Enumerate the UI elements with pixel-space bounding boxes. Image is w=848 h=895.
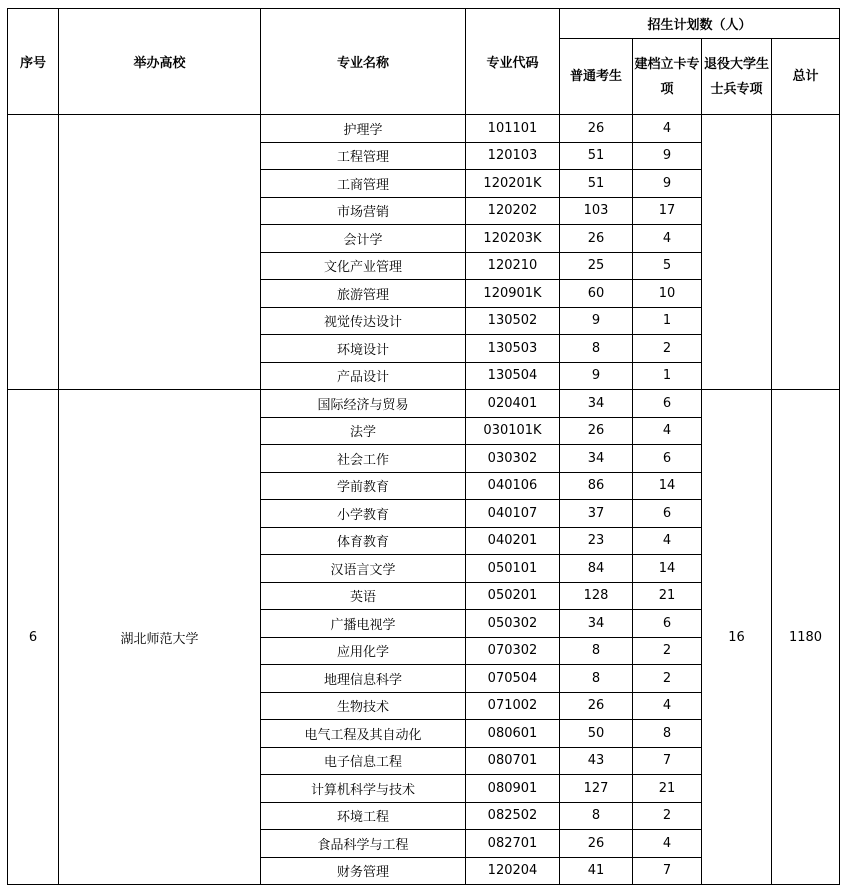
major-name-cell: 工程管理 [261,142,466,170]
regular-count-cell: 26 [560,417,633,445]
filed-card-count-cell: 5 [633,252,702,280]
filed-card-count-cell: 6 [633,445,702,473]
regular-count-cell: 43 [560,747,633,775]
major-code-cell: 120204 [466,857,560,885]
major-name-cell: 电气工程及其自动化 [261,720,466,748]
major-code-cell: 130503 [466,335,560,363]
major-code-cell: 120103 [466,142,560,170]
regular-count-cell: 34 [560,610,633,638]
major-code-cell: 120901K [466,280,560,308]
header-veteran: 退役大学生士兵专项 [702,39,772,115]
major-code-cell: 040201 [466,527,560,555]
major-name-cell: 食品科学与工程 [261,830,466,858]
major-code-cell: 082502 [466,802,560,830]
header-filed-card: 建档立卡专项 [633,39,702,115]
major-name-cell: 产品设计 [261,362,466,390]
filed-card-count-cell: 9 [633,170,702,198]
major-code-cell: 050101 [466,555,560,583]
major-name-cell: 应用化学 [261,637,466,665]
filed-card-count-cell: 21 [633,582,702,610]
regular-count-cell: 23 [560,527,633,555]
major-code-cell: 120203K [466,225,560,253]
major-name-cell: 学前教育 [261,472,466,500]
major-code-cell: 030101K [466,417,560,445]
regular-count-cell: 26 [560,830,633,858]
regular-count-cell: 34 [560,390,633,418]
table-body [8,115,840,885]
major-name-cell: 护理学 [261,115,466,143]
filed-card-count-cell: 4 [633,527,702,555]
regular-count-cell: 50 [560,720,633,748]
veteran-cell-empty [702,115,772,390]
regular-count-cell: 127 [560,775,633,803]
regular-count-cell: 9 [560,362,633,390]
regular-count-cell: 128 [560,582,633,610]
enrollment-plan-table [7,8,840,885]
major-code-cell: 101101 [466,115,560,143]
major-name-cell: 广播电视学 [261,610,466,638]
major-name-cell: 环境工程 [261,802,466,830]
major-code-cell: 120210 [466,252,560,280]
regular-count-cell: 26 [560,225,633,253]
filed-card-count-cell: 21 [633,775,702,803]
major-name-cell: 旅游管理 [261,280,466,308]
total-cell-empty [772,115,840,390]
regular-count-cell: 60 [560,280,633,308]
major-name-cell: 市场营销 [261,197,466,225]
major-name-cell: 汉语言文学 [261,555,466,583]
major-code-cell: 070302 [466,637,560,665]
filed-card-count-cell: 6 [633,390,702,418]
filed-card-count-cell: 14 [633,555,702,583]
filed-card-count-cell: 2 [633,335,702,363]
table-header [8,9,840,115]
regular-count-cell: 8 [560,637,633,665]
filed-card-count-cell: 7 [633,857,702,885]
total-count-cell: 1180 [772,390,840,885]
regular-count-cell: 8 [560,665,633,693]
filed-card-count-cell: 17 [633,197,702,225]
major-name-cell: 地理信息科学 [261,665,466,693]
filed-card-count-cell: 1 [633,362,702,390]
header-regular: 普通考生 [560,39,633,115]
regular-count-cell: 8 [560,802,633,830]
major-code-cell: 080901 [466,775,560,803]
major-code-cell: 030302 [466,445,560,473]
major-code-cell: 070504 [466,665,560,693]
major-code-cell: 130502 [466,307,560,335]
major-name-cell: 英语 [261,582,466,610]
header-total: 总计 [772,39,840,115]
regular-count-cell: 25 [560,252,633,280]
seq-cell: 6 [8,390,59,885]
filed-card-count-cell: 4 [633,417,702,445]
major-name-cell: 社会工作 [261,445,466,473]
regular-count-cell: 41 [560,857,633,885]
regular-count-cell: 51 [560,170,633,198]
regular-count-cell: 8 [560,335,633,363]
filed-card-count-cell: 2 [633,637,702,665]
major-name-cell: 计算机科学与技术 [261,775,466,803]
regular-count-cell: 9 [560,307,633,335]
filed-card-count-cell: 4 [633,115,702,143]
major-name-cell: 环境设计 [261,335,466,363]
regular-count-cell: 103 [560,197,633,225]
school-cell-empty [59,115,261,390]
major-name-cell: 法学 [261,417,466,445]
filed-card-count-cell: 8 [633,720,702,748]
regular-count-cell: 34 [560,445,633,473]
major-name-cell: 财务管理 [261,857,466,885]
regular-count-cell: 37 [560,500,633,528]
filed-card-count-cell: 2 [633,802,702,830]
header-major-code: 专业代码 [466,9,560,115]
filed-card-count-cell: 9 [633,142,702,170]
regular-count-cell: 84 [560,555,633,583]
major-name-cell: 小学教育 [261,500,466,528]
major-name-cell: 视觉传达设计 [261,307,466,335]
filed-card-count-cell: 4 [633,830,702,858]
filed-card-count-cell: 10 [633,280,702,308]
filed-card-count-cell: 6 [633,610,702,638]
major-name-cell: 会计学 [261,225,466,253]
major-code-cell: 040107 [466,500,560,528]
major-code-cell: 120202 [466,197,560,225]
filed-card-count-cell: 6 [633,500,702,528]
major-code-cell: 071002 [466,692,560,720]
major-code-cell: 082701 [466,830,560,858]
filed-card-count-cell: 14 [633,472,702,500]
filed-card-count-cell: 7 [633,747,702,775]
filed-card-count-cell: 4 [633,225,702,253]
seq-cell-empty [8,115,59,390]
header-major-name: 专业名称 [261,9,466,115]
major-code-cell: 050302 [466,610,560,638]
regular-count-cell: 26 [560,115,633,143]
major-name-cell: 文化产业管理 [261,252,466,280]
major-code-cell: 050201 [466,582,560,610]
table-row [8,115,840,143]
filed-card-count-cell: 4 [633,692,702,720]
filed-card-count-cell: 2 [633,665,702,693]
major-name-cell: 工商管理 [261,170,466,198]
veteran-count-cell: 16 [702,390,772,885]
major-code-cell: 040106 [466,472,560,500]
major-name-cell: 体育教育 [261,527,466,555]
regular-count-cell: 86 [560,472,633,500]
major-code-cell: 080701 [466,747,560,775]
major-name-cell: 电子信息工程 [261,747,466,775]
major-code-cell: 020401 [466,390,560,418]
major-code-cell: 130504 [466,362,560,390]
regular-count-cell: 51 [560,142,633,170]
major-name-cell: 国际经济与贸易 [261,390,466,418]
header-seq: 序号 [8,9,59,115]
major-code-cell: 120201K [466,170,560,198]
header-plan-group: 招生计划数（人） [560,9,840,39]
major-code-cell: 080601 [466,720,560,748]
school-cell: 湖北师范大学 [59,390,261,885]
header-school: 举办高校 [59,9,261,115]
regular-count-cell: 26 [560,692,633,720]
filed-card-count-cell: 1 [633,307,702,335]
table-row [8,390,840,418]
major-name-cell: 生物技术 [261,692,466,720]
